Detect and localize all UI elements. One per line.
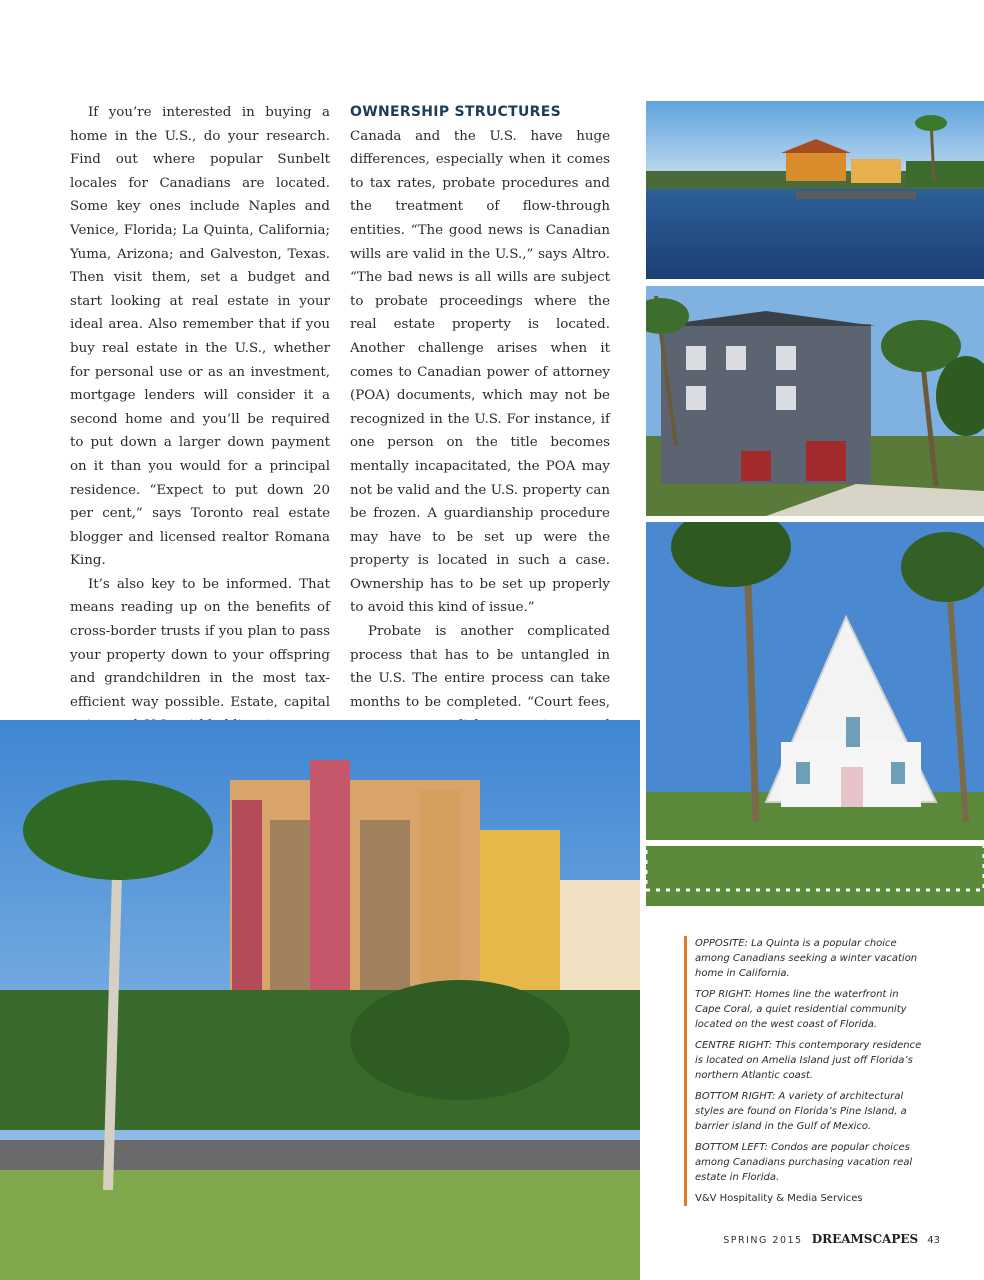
- paragraph: Canada and the U.S. have huge differences, especially when it comes to tax rates, probate procedures and the treatment of flow-through entities. “The good news is Canadian wills are valid in the U.S.,” says Altro. “The bad news is all wills are subject to probate proceedings where the real estate property is located. Another challenge arises when it comes to Canadian power of attorney (POA) documents, which may not be recognized in the U.S. For instance, if one person on the title becomes mentally incapacitated, the POA may not be valid and the U.S. property can be frozen. A guardianship procedure may have to be set up were the property is located in such a case. Ownership has to be set up properly to avoid this kind of issue.”: [350, 128, 610, 616]
- photo-captions: [684, 936, 925, 1206]
- condo-tower-photo: [0, 720, 640, 1280]
- caption: OPPOSITE: La Quinta is a popular choice among Canadians seeking a winter vacation home in California.: [695, 938, 918, 979]
- issue-season: SPRING 2015: [723, 1235, 803, 1246]
- page-footer: [700, 1228, 940, 1247]
- paragraph: It’s also key to be informed. That means reading up on the benefits of cross-border trusts if you plan to pass your property down to your offspring and grandchildren in the most tax-efficient way possible. Estate, capital: [70, 576, 330, 710]
- waterfront-photo: [646, 101, 984, 279]
- section-heading: OWNERSHIP STRUCTURES: [350, 104, 561, 120]
- caption: BOTTOM LEFT: Condos are popular choices among Canadians purchasing vacation real estate in Florida.: [695, 1142, 913, 1183]
- caption: TOP RIGHT: Homes line the waterfront in Cape Coral, a quiet residential community located on the west coast of Florida.: [695, 989, 907, 1030]
- paragraph: Probate is another complicated process that has to be untangled in the U.S. The entire process can take months to be completed. “Court fees,: [350, 624, 610, 710]
- magazine-name: DREAMSCAPES: [811, 1232, 919, 1246]
- photo-credit: V&V Hospitality & Media Services: [695, 1193, 863, 1204]
- article-column-1: [70, 101, 330, 785]
- paragraph: If you’re interested in buying a home in the U.S., do your research. Find out where popular Sunbelt locales for Canadians are located. Some key ones include Naples and Venice, Florida; La Quinta, California; Yuma, Arizona; and Galveston, Texas. Then visit them, set a budget and start looking at real estate in your ideal area. Also remember that if you buy real estate in the U.S., whether for personal use or as an investment, mortgage lenders will consider it a second home and you’ll be required to put down a larger down payment on it than you would for a principal residence. “Expect to put down 20 per cent,” says Toronto real estate blogger and licensed realtor Romana King.: [70, 105, 330, 569]
- caption: CENTRE RIGHT: This contemporary residence is located on Amelia Island just off Florida’s northern Atlantic coast.: [695, 1040, 922, 1081]
- a-frame-house-photo: [646, 522, 984, 906]
- page-number: 43: [927, 1235, 940, 1246]
- caption: BOTTOM RIGHT: A variety of architectural styles are found on Florida’s Pine Island, a barrier island in the Gulf of Mexico.: [695, 1091, 907, 1132]
- article-column-2: [350, 101, 610, 785]
- house-photo: [646, 286, 984, 516]
